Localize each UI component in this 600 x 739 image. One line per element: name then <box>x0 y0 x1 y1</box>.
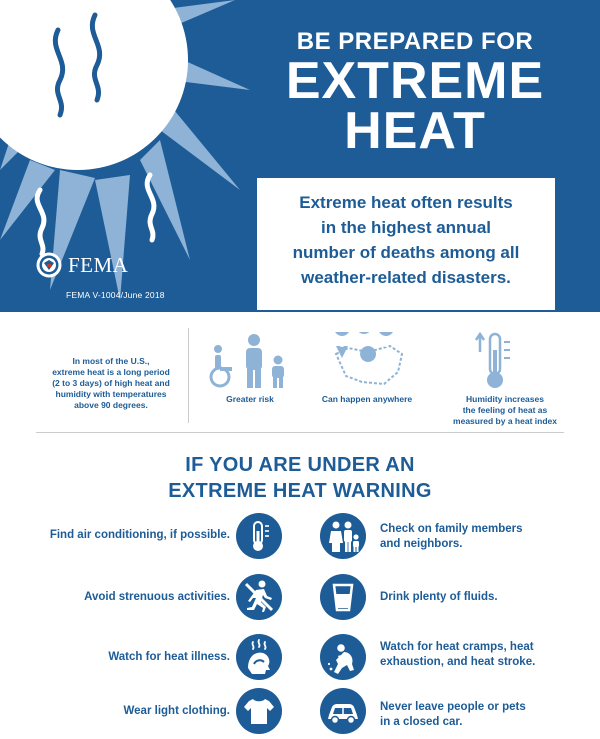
tip-closed-car <box>380 700 580 730</box>
fema-wordmark: FEMA <box>68 252 129 277</box>
humidity-line: the feeling of heat as <box>462 405 548 415</box>
shirt-icon <box>236 688 282 734</box>
tip-line: Check on family members <box>380 523 523 535</box>
tip-line: Never leave people or pets <box>380 701 526 713</box>
tip-air-conditioning: Find air conditioning, if possible. <box>49 529 230 541</box>
family-figures-icon <box>320 513 366 559</box>
definition-line: extreme heat is a long period <box>52 367 170 377</box>
humidity-caption <box>440 394 570 427</box>
thermometer-icon <box>474 332 514 390</box>
tip-drink-fluids: Drink plenty of fluids. <box>380 591 498 603</box>
people-at-risk-icon <box>206 333 292 389</box>
humidity-line: measured by a heat index <box>453 416 557 426</box>
fact-line: number of deaths among all <box>292 243 520 262</box>
tip-heat-cramps <box>380 640 580 670</box>
tip-light-clothing: Wear light clothing. <box>123 705 230 717</box>
fact-line: Extreme heat often results <box>299 193 513 212</box>
fact-line: in the highest annual <box>320 218 491 237</box>
water-glass-icon <box>320 574 366 620</box>
tip-line: Watch for heat cramps, heat <box>380 641 534 653</box>
warning-title-line1: IF YOU ARE UNDER AN <box>185 454 415 476</box>
title-big-line1: EXTREME <box>285 52 545 110</box>
head-heat-icon <box>236 634 282 680</box>
header-banner <box>0 0 600 312</box>
car-icon <box>320 688 366 734</box>
closed-car-icon <box>320 688 366 734</box>
heat-illness-icon <box>236 634 282 680</box>
dhs-seal-icon <box>36 252 62 278</box>
definition-line: above 90 degrees. <box>74 400 148 410</box>
definition-line: In most of the U.S., <box>72 356 150 366</box>
air-conditioning-thermometer-icon <box>236 513 282 559</box>
tip-line: exhaustion, and heat stroke. <box>380 656 536 668</box>
extreme-heat-definition <box>44 356 178 411</box>
document-code: FEMA V-1004/June 2018 <box>66 290 165 300</box>
running-person-icon <box>236 574 282 620</box>
warning-title <box>100 452 500 504</box>
tip-avoid-strenuous: Avoid strenuous activities. <box>84 591 230 603</box>
horizontal-divider <box>36 432 564 433</box>
no-running-icon <box>236 574 282 620</box>
vertical-divider <box>188 328 189 423</box>
fact-box <box>257 178 555 310</box>
fainting-person-icon <box>320 634 366 680</box>
title-small: BE PREPARED FOR <box>296 28 534 55</box>
humidity-line: Humidity increases <box>466 394 544 404</box>
tip-line: in a closed car. <box>380 716 463 728</box>
greater-risk-caption: Greater risk <box>226 394 274 404</box>
tip-line: and neighbors. <box>380 538 463 550</box>
fact-text <box>257 190 555 290</box>
happen-anywhere-caption: Can happen anywhere <box>321 394 413 404</box>
title-big <box>250 52 580 160</box>
collapsed-person-icon <box>320 634 366 680</box>
tip-check-family <box>380 522 580 552</box>
title-big-line2: HEAT <box>344 102 486 160</box>
fema-logo <box>36 252 128 278</box>
thermometer-icon <box>236 513 282 559</box>
warning-title-line2: EXTREME HEAT WARNING <box>168 480 432 502</box>
glass-icon <box>320 574 366 620</box>
tip-heat-illness: Watch for heat illness. <box>108 651 230 663</box>
definition-line: (2 to 3 days) of high heat and <box>52 378 170 388</box>
definition-line: humidity with temperatures <box>55 389 167 399</box>
family-icon <box>320 513 366 559</box>
t-shirt-icon <box>236 688 282 734</box>
fact-line: weather-related disasters. <box>301 268 511 287</box>
map-pins-icon <box>328 332 408 390</box>
